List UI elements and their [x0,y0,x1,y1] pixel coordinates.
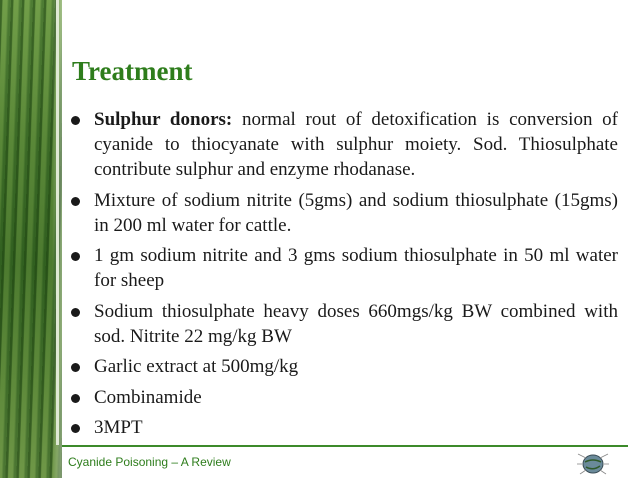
item-lead: Sulphur donors: [94,109,233,130]
bullet-icon [71,424,80,433]
list-item [70,243,618,293]
slide-title: Treatment [72,56,193,86]
bullet-icon [71,394,80,403]
list-item [70,415,618,440]
item-text: Garlic extract at 500mg/kg [94,356,299,377]
bullet-icon [71,116,80,125]
item-text: 3MPT [94,417,143,438]
list-item [70,299,618,349]
list-item [70,354,618,379]
bullet-icon [71,363,80,372]
item-text: normal rout of detoxification is conversion of cyanide to thiocyanate with sulphur moiety. Sod. Thiosulphate contribute sulphur and enzyme rhodanase. [94,109,618,180]
item-text: Combinamide [94,386,202,408]
list-item [70,107,618,182]
item-text: Sodium thiosulphate heavy doses 660mgs/kg BW combined with sod. Nitrite 22 mg/kg BW [94,300,618,347]
bullet-icon [71,197,80,206]
footer-caption: Cyanide Poisoning – A Review [68,455,231,469]
list-item [70,385,618,410]
treatment-bullet-list [70,107,618,446]
bullet-icon [71,252,80,261]
item-text: 1 gm sodium nitrite and 3 gms sodium thiosulphate in 50 ml water for sheep [94,245,618,291]
grass-background-strip [0,0,62,478]
list-item [70,188,618,238]
vertical-divider [56,0,59,445]
bullet-icon [71,308,80,317]
item-text: Mixture of sodium nitrite (5gms) and sodium thiosulphate (15gms) in 200 ml water for cattle. [94,189,618,236]
globe-logo-icon [576,450,610,476]
footer-divider [62,445,628,447]
